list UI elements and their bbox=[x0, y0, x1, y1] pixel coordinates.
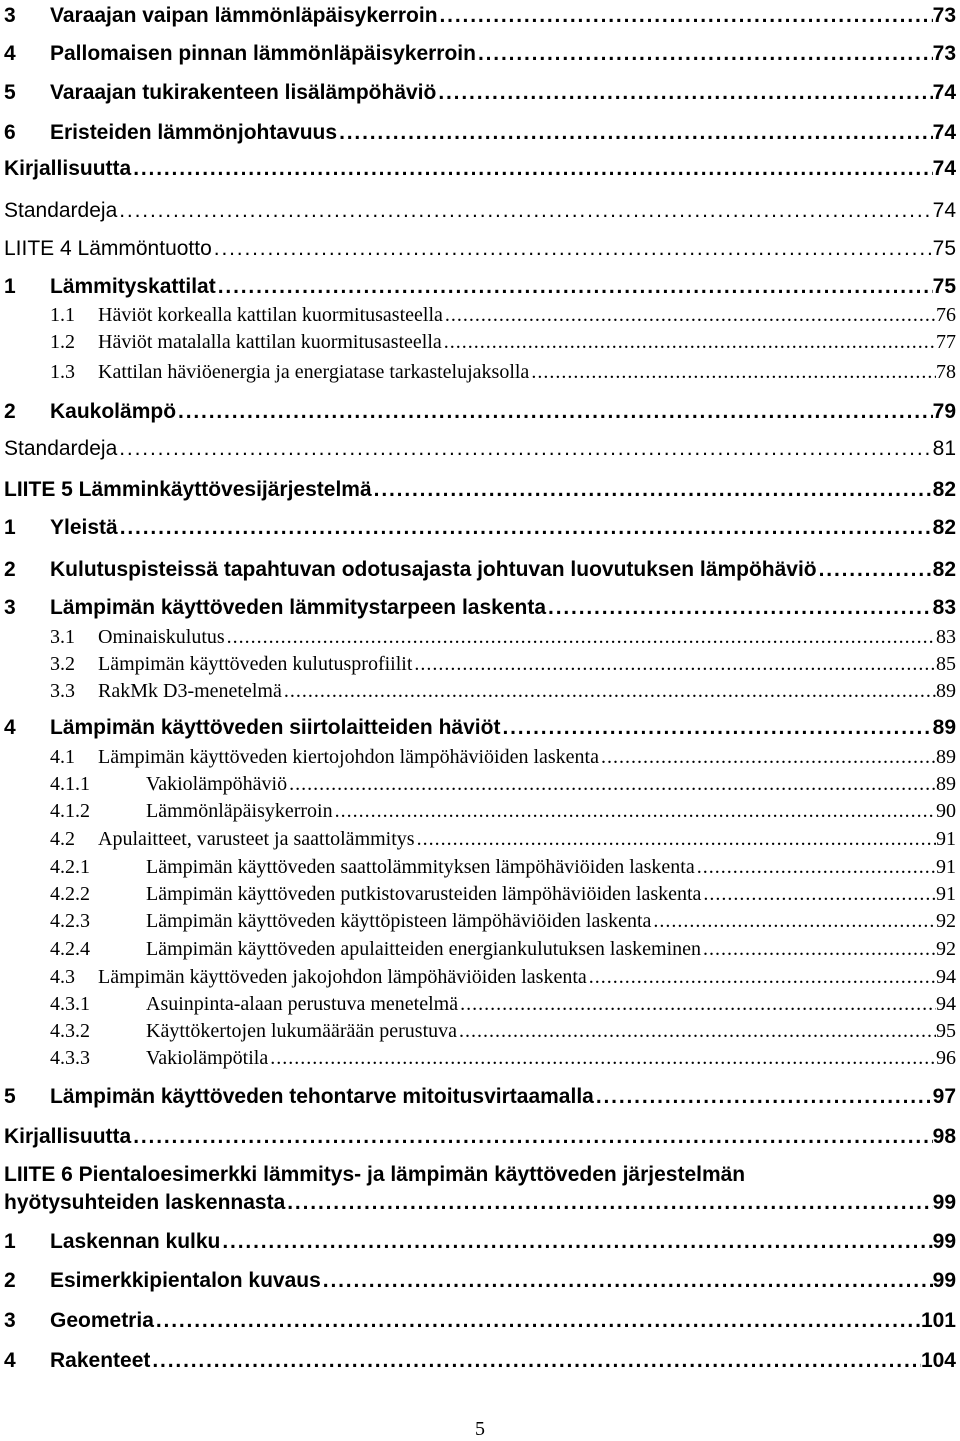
toc-entry-title: Kattilan häviöenergia ja energiatase tarkastelujaksolla bbox=[98, 361, 530, 383]
toc-entry-page: 74 bbox=[932, 199, 956, 222]
toc-entry-number: 4.3.2 bbox=[50, 1020, 90, 1042]
toc-entry-number: 3.1 bbox=[50, 626, 75, 648]
toc-entry-title: Lämmityskattilat bbox=[50, 275, 216, 298]
toc-entry-page: 89 bbox=[936, 680, 956, 702]
toc-entry-title: Lämpimän käyttöveden lämmitystarpeen laskenta bbox=[50, 596, 547, 619]
toc-entry-title: Lämpimän käyttöveden jakojohdon lämpöhäviöiden laskenta bbox=[98, 966, 587, 988]
toc-entry bbox=[0, 680, 956, 706]
toc-entry-number: 4.2 bbox=[50, 828, 75, 850]
toc-entry-page: 91 bbox=[936, 883, 956, 905]
toc-entry-number: 3.2 bbox=[50, 653, 75, 675]
toc-leader-dots bbox=[372, 478, 933, 502]
toc-entry-page: 82 bbox=[932, 478, 956, 501]
toc-entry-number: 3.3 bbox=[50, 680, 75, 702]
toc-leader-dots bbox=[500, 716, 932, 740]
toc-leader-dots bbox=[476, 42, 933, 66]
toc-entry-page: 91 bbox=[936, 856, 956, 878]
toc-entry-page: 104 bbox=[920, 1349, 956, 1372]
toc-entry-number: 4 bbox=[4, 716, 16, 739]
toc-entry bbox=[0, 993, 956, 1019]
toc-entry-page: 90 bbox=[936, 800, 956, 822]
toc-entry bbox=[0, 199, 956, 229]
toc-entry-number: 1 bbox=[4, 1230, 16, 1253]
toc-entry bbox=[0, 746, 956, 772]
toc-entry-number: 4.2.1 bbox=[50, 856, 90, 878]
toc-entry-page: 89 bbox=[932, 716, 956, 739]
toc-entry-title: RakMk D3-menetelmä bbox=[98, 680, 282, 702]
toc-leader-dots bbox=[216, 275, 933, 299]
toc-leader-dots bbox=[131, 157, 932, 181]
toc-leader-dots bbox=[287, 773, 936, 796]
toc-entry-page: 95 bbox=[936, 1020, 956, 1042]
toc-entry-title: Standardeja bbox=[4, 199, 118, 222]
toc-entry bbox=[0, 516, 956, 546]
toc-entry-page: 77 bbox=[936, 331, 956, 353]
toc-entry-title: Varaajan tukirakenteen lisälämpöhäviö bbox=[50, 81, 437, 104]
toc-entry-title: Lämpimän käyttöveden putkistovarusteiden lämpöhäviöiden laskenta bbox=[146, 883, 702, 905]
toc-leader-dots bbox=[337, 121, 933, 145]
toc-entry-page: 73 bbox=[932, 42, 956, 65]
toc-entry bbox=[0, 304, 956, 330]
toc-entry-number: 1.3 bbox=[50, 361, 75, 383]
toc-leader-dots bbox=[599, 746, 936, 769]
toc-entry-title: Lämpimän käyttöveden kiertojohdon lämpöhäviöiden laskenta bbox=[98, 746, 599, 768]
toc-leader-dots bbox=[458, 993, 936, 1016]
toc-leader-dots bbox=[546, 596, 933, 620]
toc-entry bbox=[0, 828, 956, 854]
toc-entry-number: 3 bbox=[4, 596, 16, 619]
toc-entry-title: Geometria bbox=[50, 1309, 154, 1332]
toc-entry-page: 85 bbox=[936, 653, 956, 675]
toc-leader-dots bbox=[457, 1020, 936, 1043]
toc-entry-page: 78 bbox=[936, 361, 956, 383]
toc-entry-number: 2 bbox=[4, 1269, 16, 1292]
toc-entry-number: 4.2.2 bbox=[50, 883, 90, 905]
toc-entry-page: 75 bbox=[932, 275, 956, 298]
toc-entry bbox=[0, 121, 956, 151]
toc-entry bbox=[0, 1349, 956, 1379]
toc-entry bbox=[0, 478, 956, 508]
toc-entry-number: 2 bbox=[4, 400, 16, 423]
toc-entry-page: 96 bbox=[936, 1047, 956, 1069]
toc-leader-dots bbox=[817, 558, 933, 582]
toc-entry-page: 94 bbox=[936, 993, 956, 1015]
toc-entry-page: 83 bbox=[936, 626, 956, 648]
toc-leader-dots bbox=[438, 4, 933, 28]
toc-entry bbox=[0, 1269, 956, 1299]
toc-entry bbox=[0, 1047, 956, 1073]
toc-entry-title: Varaajan vaipan lämmönläpäisykerroin bbox=[50, 4, 438, 27]
toc-leader-dots bbox=[131, 1125, 932, 1149]
toc-leader-dots bbox=[176, 400, 933, 424]
toc-leader-dots bbox=[594, 1085, 933, 1109]
toc-entry-title: Kirjallisuutta bbox=[4, 157, 132, 180]
toc-entry-title: Rakenteet bbox=[50, 1349, 151, 1372]
toc-entry-page: 74 bbox=[932, 157, 956, 180]
toc-leader-dots bbox=[212, 237, 933, 261]
toc-entry-number: 1.2 bbox=[50, 331, 75, 353]
page-number: 5 bbox=[475, 1418, 485, 1440]
toc-entry-number: 4.1.2 bbox=[50, 800, 90, 822]
toc-entry bbox=[0, 237, 956, 267]
toc-leader-dots bbox=[415, 828, 936, 851]
toc-entry-page: 82 bbox=[932, 516, 956, 539]
toc-leader-dots bbox=[282, 680, 936, 703]
toc-entry bbox=[0, 910, 956, 936]
toc-entry-number: 1 bbox=[4, 275, 16, 298]
toc-leader-dots bbox=[268, 1047, 936, 1070]
toc-entry bbox=[0, 4, 956, 34]
toc-entry-page: 92 bbox=[936, 938, 956, 960]
toc-leader-dots bbox=[701, 883, 936, 906]
toc-entry-page: 99 bbox=[932, 1269, 956, 1292]
toc-entry-number: 4.3.1 bbox=[50, 993, 90, 1015]
toc-entry-number: 4.2.4 bbox=[50, 938, 90, 960]
toc-leader-dots bbox=[412, 653, 936, 676]
toc-entry bbox=[0, 966, 956, 992]
toc-leader-dots bbox=[118, 516, 933, 540]
toc-entry-title: Kaukolämpö bbox=[50, 400, 177, 423]
toc-leader-dots bbox=[117, 437, 932, 461]
toc-entry-title: Standardeja bbox=[4, 437, 118, 460]
toc-entry-number: 4.1 bbox=[50, 746, 75, 768]
toc-entry-number: 4 bbox=[4, 1349, 16, 1372]
toc-leader-dots bbox=[529, 361, 936, 384]
toc-entry bbox=[0, 1230, 956, 1260]
toc-entry bbox=[0, 81, 956, 111]
toc-entry-page: 99 bbox=[932, 1230, 956, 1253]
toc-entry-page: 94 bbox=[936, 966, 956, 988]
toc-entry-page: 74 bbox=[932, 121, 956, 144]
toc-entry bbox=[0, 1020, 956, 1046]
toc-leader-dots bbox=[436, 81, 932, 105]
toc-entry bbox=[0, 437, 956, 467]
toc-entry-title: Kirjallisuutta bbox=[4, 1125, 132, 1148]
toc-leader-dots bbox=[117, 199, 932, 223]
toc-entry-number: 2 bbox=[4, 558, 16, 581]
toc-entry bbox=[0, 716, 956, 746]
toc-entry bbox=[0, 883, 956, 909]
toc-entry-page: 73 bbox=[932, 4, 956, 27]
toc-entry-title: Häviöt korkealla kattilan kuormitusasteella bbox=[98, 304, 443, 326]
toc-entry-title: Lämpimän käyttöveden kulutusprofiilit bbox=[98, 653, 413, 675]
toc-entry-title: Häviöt matalalla kattilan kuormitusasteella bbox=[98, 331, 442, 353]
toc-leader-dots bbox=[154, 1309, 921, 1333]
toc-leader-dots bbox=[321, 1269, 933, 1293]
toc-entry-page: 99 bbox=[932, 1191, 956, 1214]
toc-leader-dots bbox=[220, 1230, 932, 1254]
toc-leader-dots bbox=[587, 966, 936, 989]
toc-entry-page: 89 bbox=[936, 746, 956, 768]
toc-entry-title: LIITE 5 Lämminkäyttövesijärjestelmä bbox=[4, 478, 372, 501]
toc-entry-title: Pallomaisen pinnan lämmönläpäisykerroin bbox=[50, 42, 476, 65]
toc-entry-title: Yleistä bbox=[50, 516, 118, 539]
toc-entry-title: Lämpimän käyttöveden käyttöpisteen lämpöhäviöiden laskenta bbox=[146, 910, 652, 932]
toc-entry bbox=[0, 1163, 956, 1223]
toc-entry-page: 79 bbox=[932, 400, 956, 423]
toc-leader-dots bbox=[695, 856, 936, 879]
toc-entry bbox=[0, 275, 956, 305]
toc-entry-number: 4.3.3 bbox=[50, 1047, 90, 1069]
toc-entry-page: 97 bbox=[932, 1085, 956, 1108]
toc-entry bbox=[0, 938, 956, 964]
toc-entry-title-continued: hyötysuhteiden laskennasta bbox=[4, 1191, 286, 1214]
toc-entry-page: 101 bbox=[920, 1309, 956, 1332]
toc-leader-dots bbox=[285, 1191, 932, 1215]
toc-entry bbox=[0, 42, 956, 72]
toc-entry-number: 3 bbox=[4, 1309, 16, 1332]
toc-entry-number: 1 bbox=[4, 516, 16, 539]
toc-leader-dots bbox=[651, 910, 936, 933]
toc-leader-dots bbox=[443, 304, 936, 327]
toc-entry-title: Vakiolämpötila bbox=[146, 1047, 269, 1069]
toc-entry bbox=[0, 361, 956, 387]
toc-entry-page: 76 bbox=[936, 304, 956, 326]
toc-entry-title: Lämpimän käyttöveden apulaitteiden energiankulutuksen laskeminen bbox=[146, 938, 702, 960]
toc-entry-title: Lämpimän käyttöveden siirtolaitteiden häviöt bbox=[50, 716, 501, 739]
toc-leader-dots bbox=[701, 938, 936, 961]
toc-entry bbox=[0, 800, 956, 826]
toc-entry bbox=[0, 1125, 956, 1155]
toc-leader-dots bbox=[225, 626, 936, 649]
toc-entry bbox=[0, 558, 956, 588]
toc-entry bbox=[0, 157, 956, 187]
toc-entry-title: Asuinpinta-alaan perustuva menetelmä bbox=[146, 993, 459, 1015]
toc-entry-page: 74 bbox=[932, 81, 956, 104]
toc-entry-number: 6 bbox=[4, 121, 16, 144]
toc-leader-dots bbox=[150, 1349, 921, 1373]
toc-entry-number: 4.3 bbox=[50, 966, 75, 988]
toc-entry-title: LIITE 6 Pientaloesimerkki lämmitys- ja lämpimän käyttöveden järjestelmän bbox=[4, 1163, 746, 1186]
toc-entry-page: 98 bbox=[932, 1125, 956, 1148]
toc-entry-title: Lämmönläpäisykerroin bbox=[146, 800, 333, 822]
toc-entry bbox=[0, 400, 956, 430]
toc-entry-title: Apulaitteet, varusteet ja saattolämmitys bbox=[98, 828, 415, 850]
toc-entry-page: 75 bbox=[932, 237, 956, 260]
toc-entry-title: Laskennan kulku bbox=[50, 1230, 221, 1253]
toc-entry-number: 4.1.1 bbox=[50, 773, 90, 795]
toc-entry bbox=[0, 596, 956, 626]
toc-entry bbox=[0, 1309, 956, 1339]
toc-entry-title: Eristeiden lämmönjohtavuus bbox=[50, 121, 338, 144]
toc-entry-page: 91 bbox=[936, 828, 956, 850]
toc-entry-number: 1.1 bbox=[50, 304, 75, 326]
toc-entry-number: 4.2.3 bbox=[50, 910, 90, 932]
toc-entry-title: LIITE 4 Lämmöntuotto bbox=[4, 237, 212, 260]
toc-entry bbox=[0, 1085, 956, 1115]
toc-entry bbox=[0, 331, 956, 357]
toc-entry bbox=[0, 626, 956, 652]
toc-entry-number: 5 bbox=[4, 1085, 16, 1108]
toc-entry-page: 89 bbox=[936, 773, 956, 795]
toc-entry-title: Kulutuspisteissä tapahtuvan odotusajasta johtuvan luovutuksen lämpöhäviö bbox=[50, 558, 817, 581]
toc-entry-title: Käyttökertojen lukumäärään perustuva bbox=[146, 1020, 457, 1042]
toc-leader-dots bbox=[442, 331, 936, 354]
toc-entry-continuation bbox=[4, 1191, 956, 1215]
toc-entry-number: 4 bbox=[4, 42, 16, 65]
toc-entry bbox=[0, 653, 956, 679]
toc-entry-title: Ominaiskulutus bbox=[98, 626, 225, 648]
toc-entry-title: Lämpimän käyttöveden tehontarve mitoitusvirtaamalla bbox=[50, 1085, 594, 1108]
toc-entry-number: 5 bbox=[4, 81, 16, 104]
toc-entry-page: 82 bbox=[932, 558, 956, 581]
toc-entry-title: Vakiolämpöhäviö bbox=[146, 773, 288, 795]
toc-entry-page: 92 bbox=[936, 910, 956, 932]
toc-entry-page: 81 bbox=[932, 437, 956, 460]
toc-entry-page: 83 bbox=[932, 596, 956, 619]
toc-entry bbox=[0, 773, 956, 799]
toc-entry-title: Lämpimän käyttöveden saattolämmityksen lämpöhäviöiden laskenta bbox=[146, 856, 695, 878]
toc-entry-number: 3 bbox=[4, 4, 16, 27]
toc-leader-dots bbox=[333, 800, 936, 823]
toc-entry bbox=[0, 856, 956, 882]
toc-entry-title: Esimerkkipientalon kuvaus bbox=[50, 1269, 321, 1292]
